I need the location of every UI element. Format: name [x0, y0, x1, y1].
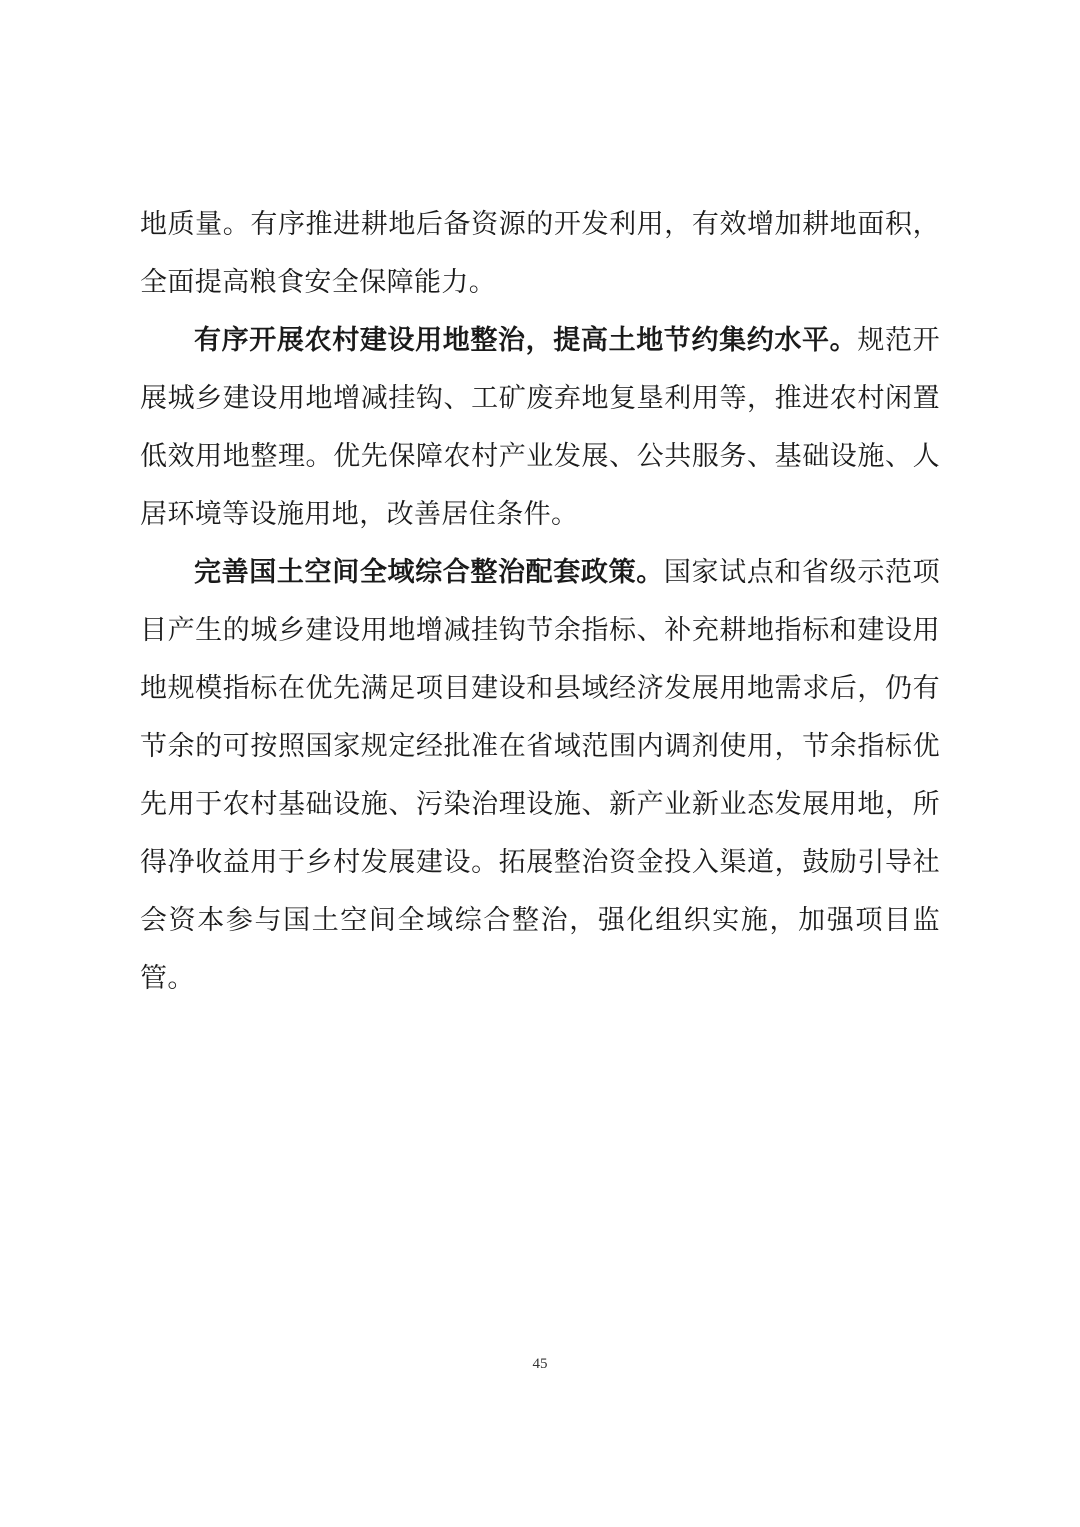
- paragraph-2-text: 规范开展城乡建设用地增减挂钩、工矿废弃地复垦利用等，推进农村闲置低效用地整理。优先保障农村产业发展、公共服务、基础设施、人居环境等设施用地，改善居住条件。: [140, 325, 940, 530]
- paragraph-3-text: 国家试点和省级示范项目产生的城乡建设用地增减挂钩节余指标、补充耕地指标和建设用地规模指标在优先满足项目建设和县域经济发展用地需求后，仍有节余的可按照国家规定经批准在省域范围内调剂使用，节余指标优先用于农村基础设施、污染治理设施、新产业新业态发展用地，所得净收益用于乡村发展建设。拓展整治资金投入渠道，鼓励引导社会资本参与国土空间全域综合整治，强化组织实施，加强项目监管。: [140, 557, 941, 994]
- paragraph-1-text: 地质量。有序推进耕地后备资源的开发利用，有效增加耕地面积，全面提高粮食安全保障能力。: [140, 209, 940, 298]
- page-number: 45: [532, 1356, 548, 1372]
- paragraph-3: [140, 544, 940, 1008]
- paragraph-3-heading: 完善国土空间全域综合整治配套政策。: [194, 557, 664, 588]
- paragraph-1: [140, 196, 940, 312]
- paragraph-2-heading: 有序开展农村建设用地整治，提高土地节约集约水平。: [194, 325, 858, 356]
- body-text: [140, 196, 940, 1008]
- paragraph-2: [140, 312, 940, 544]
